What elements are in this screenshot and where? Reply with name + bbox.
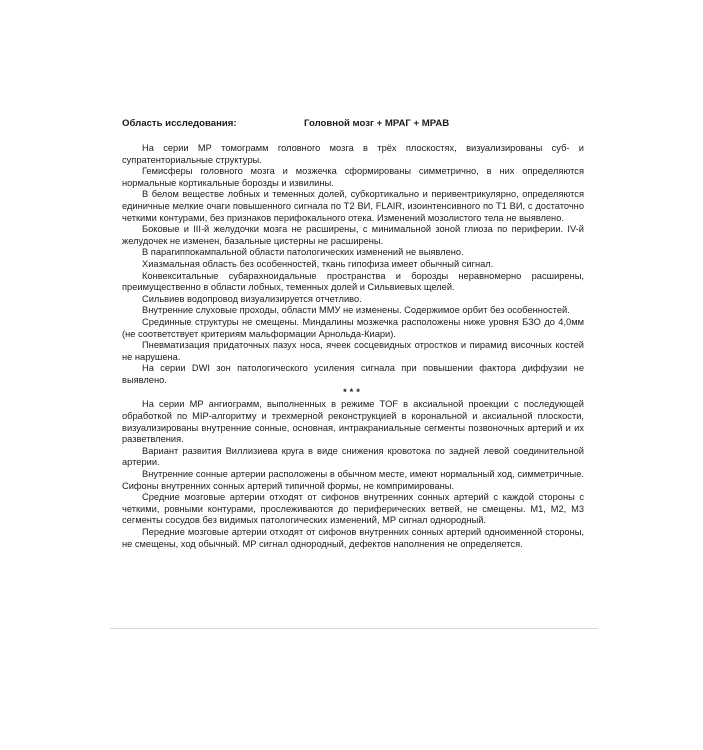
report-header [122, 118, 592, 132]
brain-paragraph: В парагиппокампальной области патологических изменений не выявлено. [142, 247, 464, 258]
brain-paragraph: На серии МР томограмм головного мозга в трёх плоскостях, визуализированы суб- и супратенториальные структуры. [122, 143, 584, 165]
report-sheet [110, 118, 598, 630]
brain-paragraph: Срединные структуры не смещены. Миндалины мозжечка расположены ниже уровня БЗО до 4,0мм (не соответствует критериям мальформации Арнольда-Киари). [122, 316, 584, 339]
brain-paragraph: Внутренние слуховые проходы, области ММУ не изменены. Содержимое орбит без особенностей. [142, 305, 570, 316]
brain-paragraph: Гемисферы головного мозга и мозжечка сформированы симметрично, в них определяются нормальные кортикальные борозды и извилины. [122, 166, 584, 188]
brain-paragraph: Пневматизация придаточных пазух носа, ячеек сосцевидных отростков и пирамид височных костей не нарушена. [122, 340, 584, 362]
angio-paragraph: Внутренние сонные артерии расположены в обычном месте, имеют нормальный ход, симметричные. Сифоны внутренних сонных артерий типичной формы, не компримированы. [122, 469, 584, 491]
angio-paragraph: Вариант развития Виллизиева круга в виде снижения кровотока по задней левой соединительной артерии. [122, 445, 584, 468]
brain-paragraph: Сильвиев водопровод визуализируется отчетливо. [142, 293, 362, 304]
brain-paragraph: Хиазмальная область без особенностей, ткань гипофиза имеет обычный сигнал. [142, 258, 494, 269]
angio-paragraph: Передние мозговые артерии отходят от сифонов внутренних сонных артерий одноименной стороны, не смещены, ход обычный. МР сигнал однородный, дефектов наполнения не определяется. [122, 527, 584, 549]
study-area-label: Область исследования: [122, 118, 237, 129]
section-separator: *** [343, 387, 363, 398]
angio-paragraph: Средние мозговые артерии отходят от сифонов внутренних сонных артерий с каждой стороны с четкими, ровными контурами, прослеживаются до периферических ветвей, не смещены. М1, М2, М3 сегменты сосудов без видимых патологических изменений, МР сигнал однородный. [122, 492, 584, 526]
brain-paragraph: Боковые и III-й желудочки мозга не расширены, с минимальной зоной глиоза по периферии. IV-й желудочек не изменен, базальные цистерны не расширены. [122, 224, 584, 246]
scan-edge-line [110, 628, 598, 629]
study-area-value: Головной мозг + МРАГ + МРАВ [304, 118, 450, 129]
report-body [122, 143, 584, 550]
angio-paragraph: На серии МР ангиограмм, выполненных в режиме TOF в аксиальной проекции с последующей обработкой по MIP-алгоритму и трехмерной реконструкцией в корональной и аксиальной плоскости, визуализированы внутренние сонные, основная, интракраниальные сегменты позвоночных артерий и их разветвления. [122, 399, 584, 445]
brain-paragraph: Конвекситальные субарахноидальные пространства и борозды неравномерно расширены, преимущественно в области лобных, теменных долей и Сильвиевых щелей. [122, 270, 584, 293]
brain-paragraph: На серии DWI зон патологического усиления сигнала при повышении фактора диффузии не выявлено. [122, 363, 584, 385]
brain-paragraph: В белом веществе лобных и теменных долей, субкортикально и перивентрикулярно, определяются единичные мелкие очаги повышенного сигнала по Т2 ВИ, FLAIR, изоинтенсивного по Т1 ВИ, с достаточно четкими контурами, без признаков перифокального отека. Изменений мозолистого тела не выявлено. [122, 189, 584, 223]
